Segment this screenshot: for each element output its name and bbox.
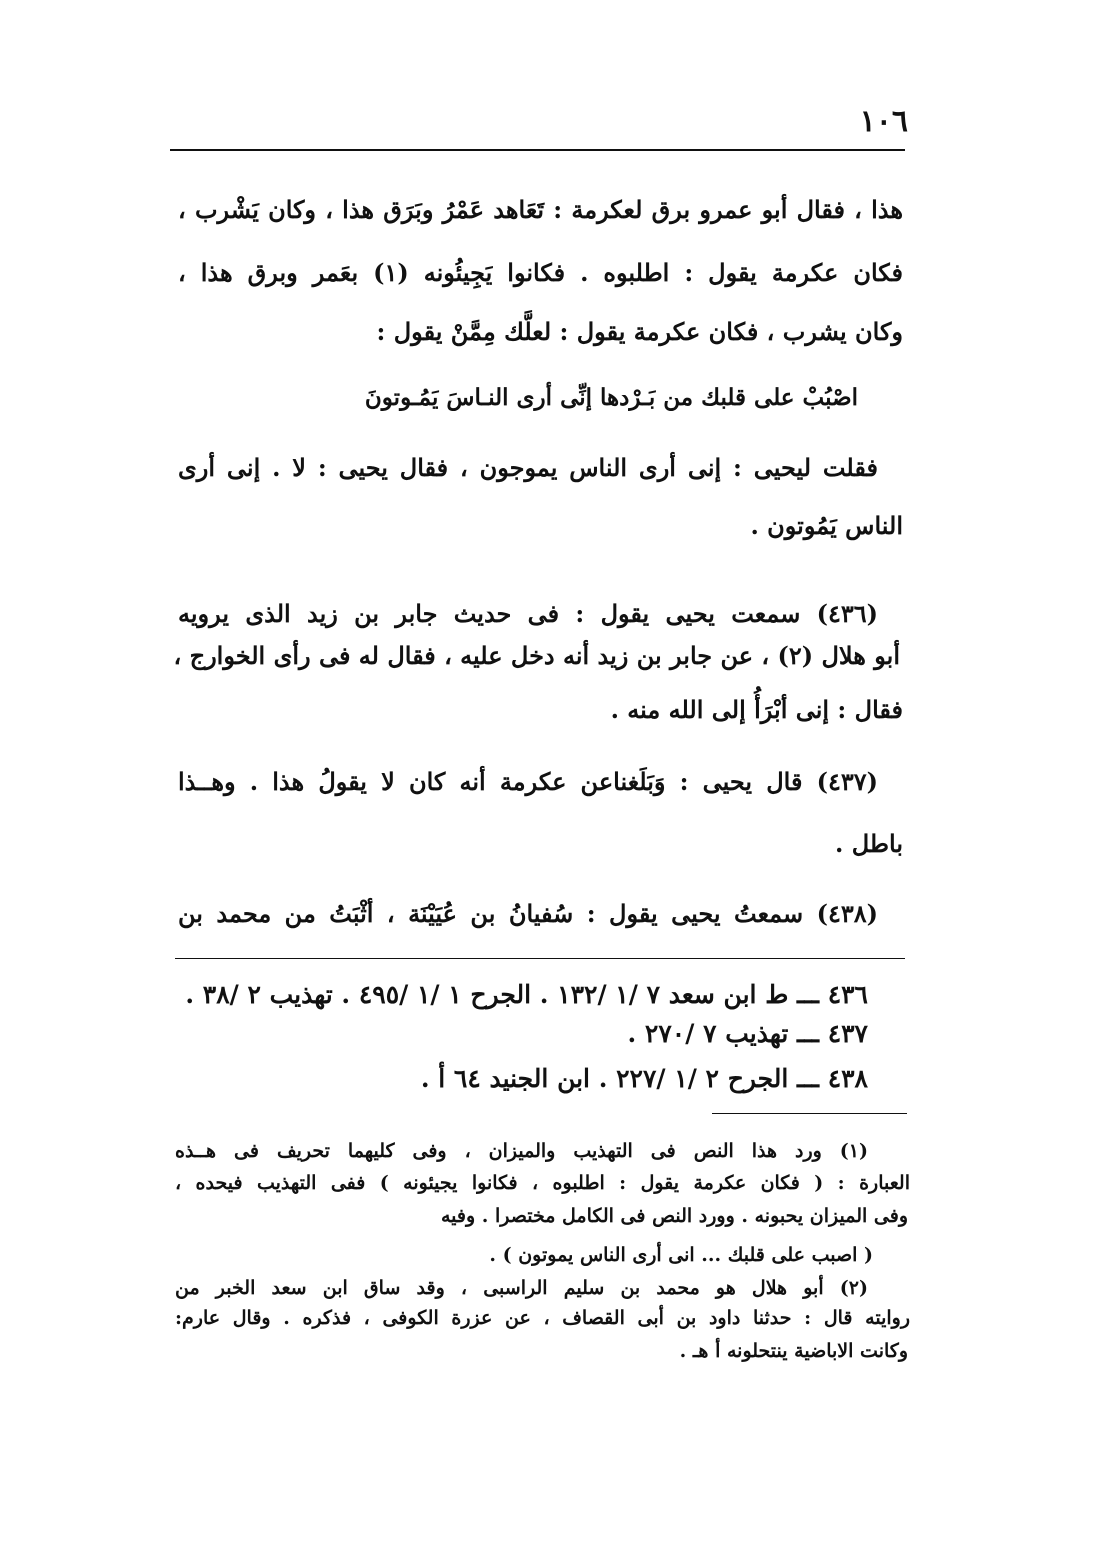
header-rule (170, 149, 905, 151)
body-line: باطل . (835, 829, 903, 858)
footnote-rule (712, 1113, 907, 1114)
reference-436: ٤٣٦ ـــ ط ابن سعد ٧ /١ /١٣٢ . الجرح ١ /١ /٤٩٥ . تهذيب ٢ /٣٨ . (185, 980, 868, 1009)
footnote-1-line: (١) ورد هذا النص فى التهذيب والميزان ، وفى كليهما تحريف فى هــذه (175, 1140, 868, 1162)
entry-438-line: (٤٣٨) سمعتُ يحيى يقول : سُفيانُ بن عُيَيْنَة ، أثْبَتُ من محمد بن (178, 899, 878, 928)
reference-437: ٤٣٧ ـــ تهذيب ٧ /٢٧٠ . (627, 1019, 868, 1048)
footnote-line: روايته قال : حدثنا داود بن أبى القصاف ، عن عزرة الكوفى ، فذكره . وقال عارم: (175, 1307, 910, 1329)
body-line: أبو هلال (٢) ، عن جابر بن زيد أنه دخل عليه ، فقال له فى رأى الخوارج ، (173, 641, 900, 670)
entry-437-line: (٤٣٧) قال يحيى : وَبَلَغناعن عكرمة أنه كان لا يقولُ هذا . وهــذا (178, 767, 878, 796)
body-line: فقال : إنى أبْرَأُ إلى الله منه . (610, 695, 903, 724)
footnote-2-line: (٢) أبو هلال هو محمد بن سليم الراسبى ، وقد ساق ابن سعد الخبر من (175, 1277, 868, 1299)
body-line: فكان عكرمة يقول : اطلبوه . فكانوا يَجِيئُونه (١) بعَمر وبرق هذا ، (178, 258, 904, 287)
body-line: وكان يشرب ، فكان عكرمة يقول : لعلَّك مِمَّنْ يقول : (376, 317, 903, 346)
verse-line: اصْبُبْ على قلبك من بَـرْدها إنِّى أرى النـاسَ يَمُـوتونَ (364, 384, 858, 411)
footnote-line: العبارة : ( فكان عكرمة يقول : اطلبوه ، فكانوا يجيئونه ) ففى التهذيب فيحده ، (175, 1172, 910, 1194)
body-line: هذا ، فقال أبو عمرو برق لعكرمة : تَعَاهد عَمْرُ وبَرَق هذا ، وكان يَشْرب ، (178, 195, 903, 224)
footnote-line: وكانت الاباضية ينتحلونه أ هـ . (679, 1340, 908, 1362)
reference-438: ٤٣٨ ـــ الجرح ٢ /١ /٢٢٧ . ابن الجنيد ٦٤ أ . (420, 1064, 868, 1093)
entry-436-line: (٤٣٦) سمعت يحيى يقول : فى حديث جابر بن زيد الذى يرويه (178, 599, 878, 628)
page-number: ١٠٦ (859, 104, 908, 139)
references-rule (175, 958, 905, 959)
footnote-line: ( اصبب على قلبك ... انى أرى الناس يموتون ) . (489, 1244, 873, 1266)
body-line: الناس يَمُوتون . (750, 511, 903, 540)
body-line: فقلت ليحيى : إنى أرى الناس يموجون ، فقال يحيى : لا . إنى أرى (178, 453, 878, 482)
footnote-line: وفى الميزان يحبونه . وورد النص فى الكامل مختصرا . وفيه (440, 1205, 908, 1227)
